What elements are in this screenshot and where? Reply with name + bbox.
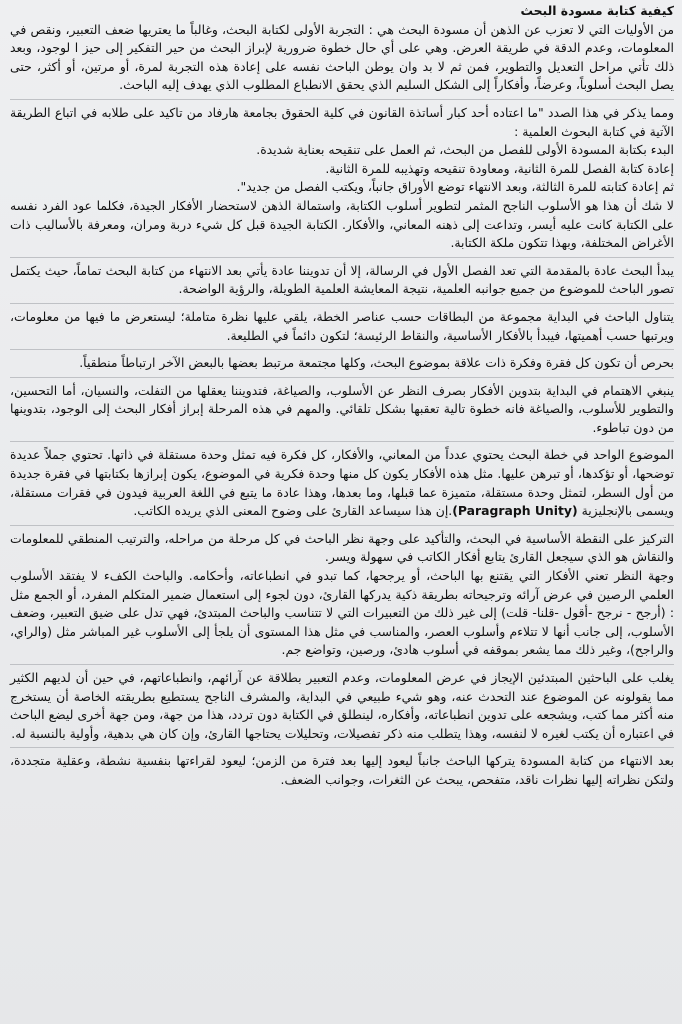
paragraph-focus: التركيز على النقطة الأساسية في البحث، والتأكيد على وجهة نظر الباحث في كل مرحلة من مراحله، والترتيب المنطقي للمعلومات والنقاش هو الذي سيجعل القارئ يتابع أفكار الكاتب في سهولة ويسر. (10, 530, 674, 565)
paragraph-divider (10, 257, 674, 258)
paragraph-unity-term: (Paragraph Unity) (452, 503, 578, 519)
quote-step-1: البدء بكتابة المسودة الأولى للفصل من البحث، ثم العمل على تنقيحه بعناية شديدة. (256, 142, 674, 158)
paragraph-beginners: يغلب على الباحثين المبتدئين الإيجاز في عرض المعلومات، وعدم التعبير بطلاقة عن آرائهم، وانطباعاتهم، في حين أن لديهم الكثير مما يقولونه عن الموضوع عند التحدث عنه، وهو شيء طبيعي في البداية، والمشرف الناجح يستطيع بطريقته الخاصة أن يستخرج منه أكثر مما كتب، ويشجعه على تدوين انطباعاته، وأفكاره، لينطلق في الكتابة دون تردد، هذا من جهة، ومن جهة أخرى ليضع الباحث في اعتباره أن يكتب لغيره لا لنفسه، وهذا يتطلب منه ذكر تفصيلات، وتحليلات يحتاجها القارئ، وإن كان هي بدهية، وأولية بالنسبة له. (10, 670, 674, 741)
paragraph-cards: يتناول الباحث في البداية مجموعة من البطاقات حسب عناصر الخطة، يلقي عليها نظرة متاملة؛ ليستعرض ما فيها من معلومات، ويرتبها حسب أهميتها، فيبدأ بالأفكار الأساسية، والنقاط الرئيسة؛ لتكون دائماً في الطليعة. (10, 308, 674, 343)
paragraph-divider (10, 303, 674, 304)
paragraph-harvard-quote: ومما يذكر في هذا الصدد "ما اعتاده أحد كبار أساتذة القانون في كلية الحقوق بجامعة هارفاد من تاكيد على طلابه في اتباع الطريقة الآتية في كتابة البحوث العلمية : (10, 104, 674, 139)
paragraph-divider (10, 349, 674, 350)
paragraph-viewpoint: وجهة النظر تعني الأفكار التي يقتنع بها الباحث، أو يرجحها، كما تبدو في انطباعاته، وأحكامه. والباحث الكفء لا يفتقد الأسلوب العلمي الرصين في عرض آرائه وترجيحاته بطريقة ذكية يدركها القارئ، دون لجوء إلى استعمال ضمير المتكلم المفرد، أو الجمع مثل : (أرجح - نرجح -أقول -قلنا- قلت) إلى غير ذلك من التعبيرات التي لا تتناسب والباحث المبتدئ، فهي تدل على ضيق التعبير، وضعف الأسلوب، إلى جانب أنها لا تتلاءم وأسلوب العصر، والمناسب في مثل هذا المستوى أن يلجأ إلى الأسلوب غير المباشر مثل (والراي، والراجح)، وغير ذلك مما يشعر بموقفه في أسلوب هادئ، ورصين، وتواضع جم. (10, 568, 674, 658)
paragraph-unity-text-a: الموضوع الواحد في خطة البحث يحتوي عدداً من المعاني، والأفكار، كل فكرة فيه تمثل وحدة مستقلة في ذاتها. تحتوي جملاً عديدة توضحها، أو تؤكدها، أو تبرهن عليها. مثل هذه الأفكار يكون كل منها وحدة فكرية في الموضوع، يكون إبرازها بكتابتها في فقرة جديدة من أول السطر، لتمثل وحدة مستقلة، متميزة عما قبلها، وما بعدها، وهذا عادة ما يتبع في اللغة العربية فيدون في فقرات مستقلة، ويسمى بالإنجليزية (10, 447, 674, 519)
paragraph-intro: من الأوليات التي لا تعزب عن الذهن أن مسودة البحث هي : التجربة الأولى لكتابة البحث، وغالباً ما يعتريها ضعف التعبير، ونقص في المعلومات، وعدم الدقة في طريقة العرض. وهي على أي حال خطوة ضرورية لإبراز البحث من حير التفكير إلى حيز ا لوجود، وبعد ذلك تأتي مراحل التعديل والتطوير، فمن ثم لا بد وان يوطن الباحث نفسه على إعادة هذه التجربة لمرة، أو مرتين، أو أكثر، حتى يصل البحث أسلوباً، وعرضاً، وأفكاراً إلى الشكل السليم الذي يحقق الانطباع المطلوب الذي يهدف إليه الباحث. (10, 21, 674, 93)
paragraph-unity-text-b: .إن هذا سيساعد القارئ على وضوح المعنى الذي يريده الكاتب. (133, 503, 453, 519)
paragraph-divider (10, 441, 674, 442)
paragraph-recording-ideas: ينبغي الاهتمام في البداية بتدوين الأفكار بصرف النظر عن الأسلوب، والصياغة، فتدويننا يعقلها من التفلت، والنسيان، أما التحسين، والتطوير للأسلوب، والصياغة فانه خطوة تالية تعقبها بشكل تلقائي. والمهم في هذه المرحلة إبراز أفكار البحث إلى الوجود، بتدوينها من دون تباطوء. (10, 382, 674, 435)
paragraph-divider (10, 664, 674, 665)
paragraph-divider (10, 99, 674, 100)
paragraph-unity (10, 446, 674, 520)
paragraph-divider (10, 747, 674, 748)
paragraph-divider (10, 377, 674, 378)
paragraph-coherence: بحرص أن تكون كل فقرة وفكرة ذات علاقة بموضوع البحث، وكلها مجتمعة مرتبط بعضها بالبعض الآخر ارتباطاً منطقياً. (79, 355, 674, 371)
quote-step-3: ثم إعادة كتابته للمرة الثالثة، وبعد الانتهاء توضع الأوراق جانباً، ويكتب الفصل من جديد". (236, 179, 674, 195)
quote-step-2: إعادة كتابة الفصل للمرة الثانية، ومعاودة تنقيحه وتهذيبه للمرة الثانية. (325, 160, 674, 176)
paragraph-writing-style: لا شك أن هذا هو الأسلوب الناجح المثمر لتطوير أسلوب الكتابة، واستمالة الذهن لاستحضار الأفكار الجيدة، فكلما عود الفرد نفسه على الكتابة كانت عليه أيسر، وتداعت إلى ذهنه المعاني، والأفكار. الكتابة الجيدة قبل كل شيء دربة ومران، ومعرفة بالأساليب ذات الأغراض المختلفة، وبهذا تتكون ملكة الكتابة. (10, 197, 674, 251)
paragraph-introduction-section: يبدأ البحث عادة بالمقدمة التي تعد الفصل الأول في الرسالة، إلا أن تدويننا عادة يأتي بعد الانتهاء من كتابة البحث تماماً، حيث يكتمل تصور الباحث للموضوع من جميع جوانبه العلمية، نتيجة المعايشة العلمية الطويلة، والرؤية الواضحة. (10, 262, 674, 297)
document-title: كيفية كتابة مسودة البحث (520, 3, 674, 18)
paragraph-divider (10, 525, 674, 526)
paragraph-revision: بعد الانتهاء من كتابة المسودة يتركها الباحث جانباً ليعود إليها بعد فترة من الزمن؛ ليعود لقراءتها بنفسية نشطة، وعقلية متجددة، ولتكن نظراته إليها نظرات ناقد، متفحص، يبحث عن الثغرات، وجوانب الضعف. (10, 753, 674, 787)
